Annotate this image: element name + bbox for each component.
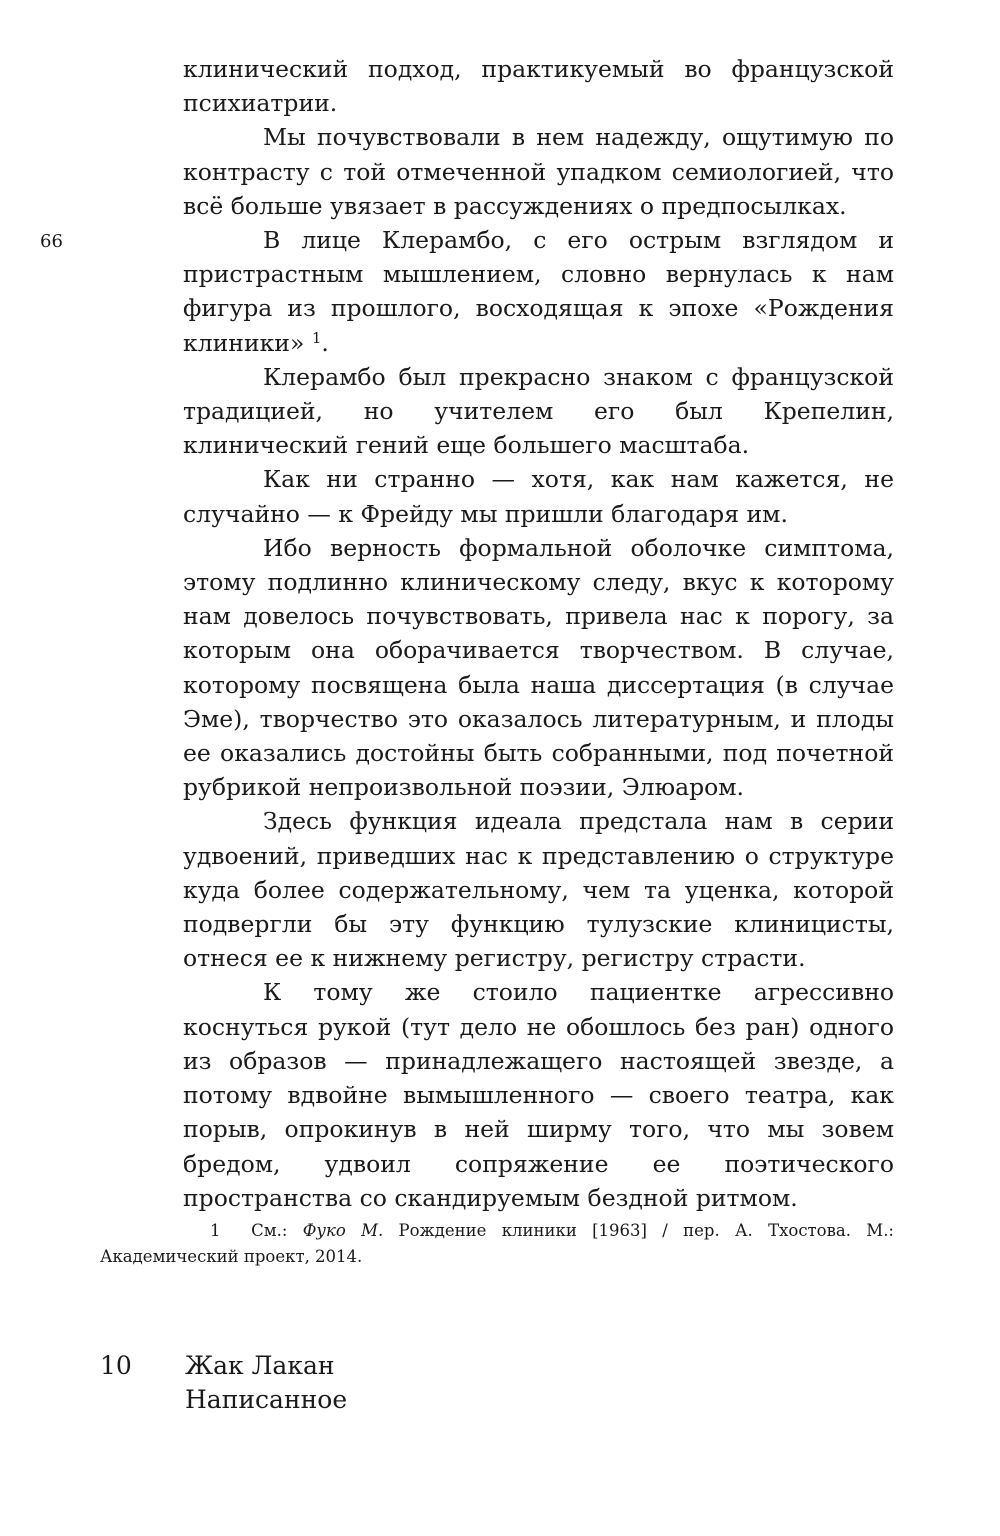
paragraph-5: Как ни странно — хотя, как нам кажется, не случайно — к Фрейду мы пришли благодаря им. — [183, 465, 894, 528]
body-text — [183, 52, 894, 1215]
paragraph-3-tail: . — [321, 328, 329, 357]
footnote-text: Рождение клиники [1963] / пер. А. Тхостова. М.: Академический проект, 2014. — [100, 1221, 894, 1266]
footnote — [100, 1218, 894, 1270]
paragraph-3-text: В лице Клерамбо, с его острым взглядом и пристрастным мышлением, словно вернулась к нам фигура из прошлого, восходящая к эпохе «Рождения клиники» — [183, 226, 894, 357]
footer-author: Жак Лакан — [185, 1351, 335, 1380]
paragraph-2: Мы почувствовали в нем надежду, ощутимую по контрасту с той отмеченной упадком семиологией, что всё больше увязает в рассуждениях о предпосылках. — [183, 123, 894, 220]
footer-meta — [185, 1349, 347, 1417]
paragraph-4: Клерамбо был прекрасно знаком с французской традицией, но учителем его был Крепелин, клинический гений еще большего масштаба. — [183, 362, 894, 460]
footer-title: Написанное — [185, 1385, 348, 1414]
footer-page-number: 10 — [100, 1351, 132, 1380]
footnote-number: 1 — [210, 1221, 221, 1240]
footnote-prefix: См.: — [251, 1221, 288, 1240]
footnote-reference[interactable]: 1 — [311, 328, 322, 347]
paragraph-6: Ибо верность формальной оболочке симптома, этому подлинно клиническому следу, вкус к которому нам довелось почувствовать, привела нас к порогу, за которым она оборачивается творчеством. В случае, которому посвящена была наша диссертация (в случае Эме), творчество это оказалось литературным, и плоды ее оказались достойны быть собранными, под почетной рубрикой непроизвольной поэзии, Элюаром. — [183, 533, 894, 802]
paragraph-3 — [183, 223, 894, 360]
footnote-author: Фуко М. — [302, 1221, 384, 1240]
paragraph-1: клинический подход, практикуемый во французской психиатрии. — [183, 55, 894, 118]
paragraph-8: К тому же стоило пациентке агрессивно коснуться рукой (тут дело не обошлось без ран) одного из образов — принадлежащего настоящей звезде, а потому вдвойне вымышленного — своего театра, как порыв, опрокинув в ней ширму того, что мы зовем бредом, удвоил сопряжение ее поэтического пространства со скандируемым бездной ритмом. — [183, 978, 894, 1212]
paragraph-7: Здесь функция идеала предстала нам в серии удвоений, приведших нас к представлению о структуре куда более содержательному, чем та уценка, которой подвергли бы эту функцию тулузские клиницисты, отнеся ее к нижнему регистру, регистру страсти. — [183, 807, 894, 973]
margin-page-number: 66 — [40, 231, 63, 252]
